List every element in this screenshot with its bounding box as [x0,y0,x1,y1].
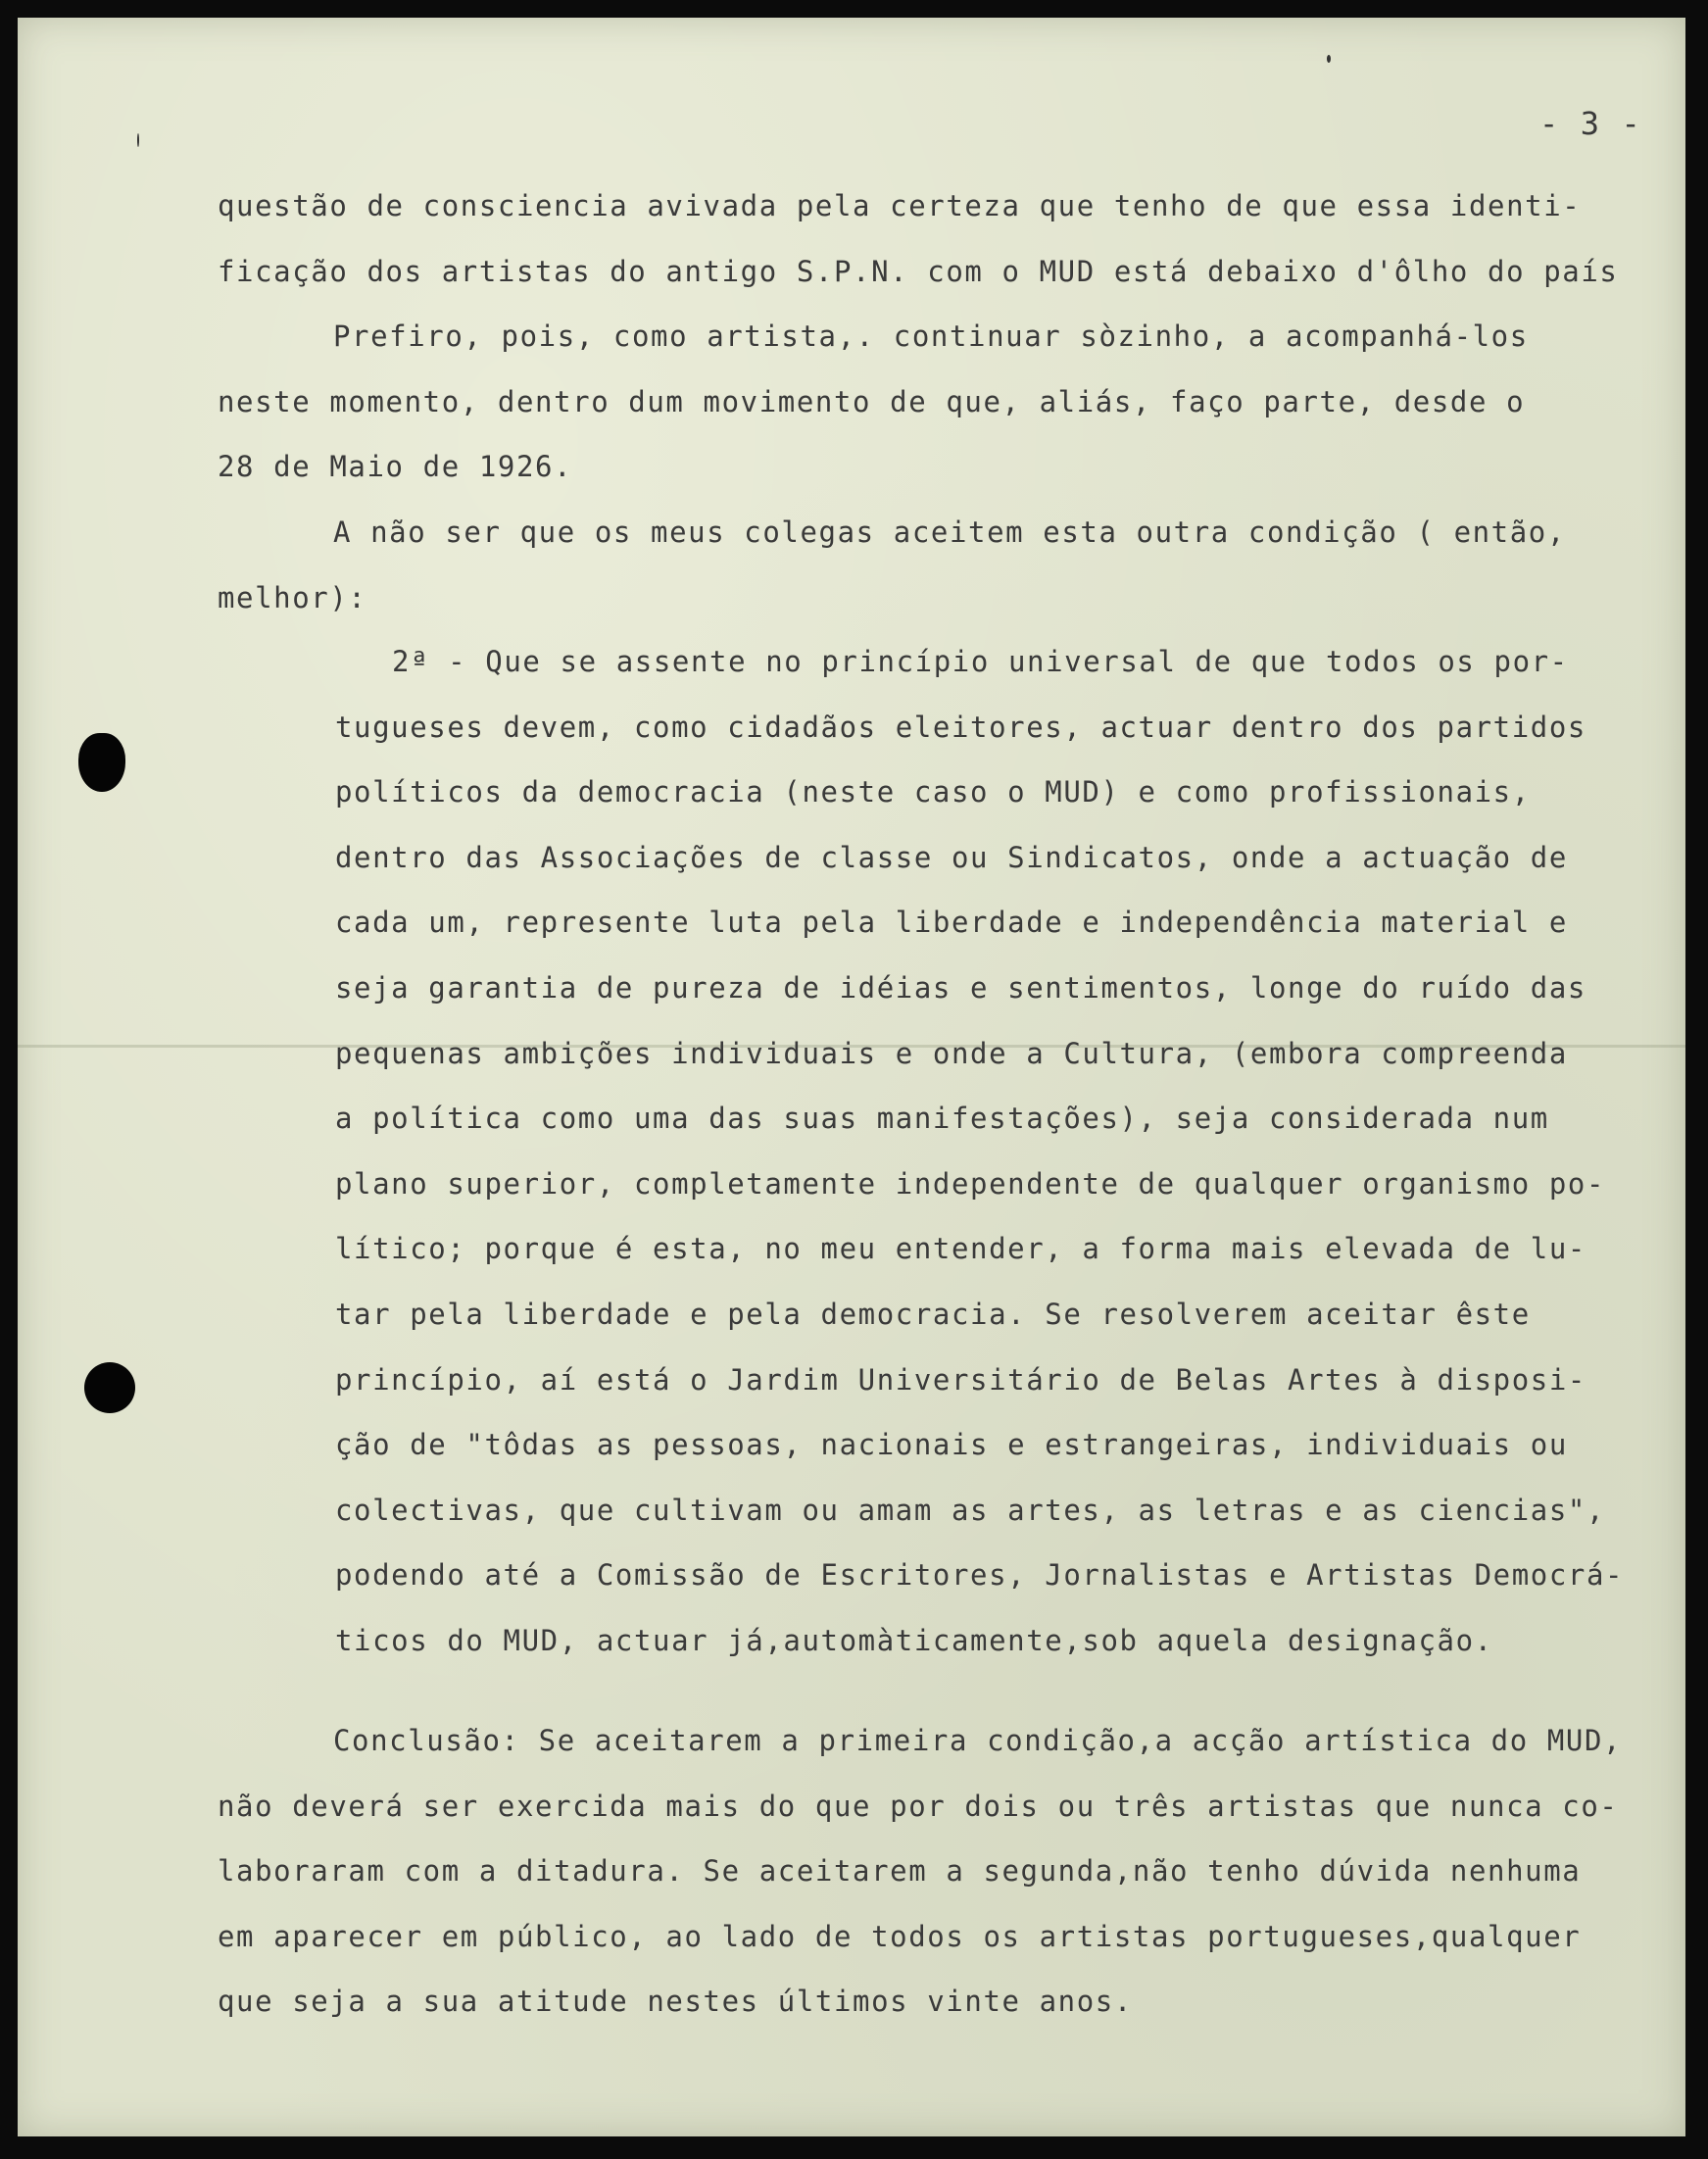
text-line: Conclusão: Se aceitarem a primeira condição,a acção artística do MUD, [333,1724,1623,1757]
text-line: em aparecer em público, ao lado de todos os artistas portugueses,qualquer [218,1919,1582,1953]
text-line: colectivas, que cultivam ou amam as artes, as letras e as ciencias", [335,1493,1606,1527]
text-line: lítico; porque é esta, no meu entender, a forma mais elevada de lu- [335,1232,1586,1266]
paragraph-condition-intro [218,515,1566,649]
text-line: ticos do MUD, actuar já,automàticamente,sob aquela designação. [335,1623,1493,1657]
text-line: a política como uma das suas manifestações), seja considerada num [335,1102,1549,1136]
text-line: cada um, represente luta pela liberdade e independência material e [335,906,1568,940]
text-line: A não ser que os meus colegas aceitem esta outra condição ( então, [333,515,1566,549]
text-line: melhor): [218,580,367,614]
text-line: que seja a sua atitude nestes últimos vinte anos. [218,1985,1133,2018]
text-line: ção de "tôdas as pessoas, nacionais e estrangeiras, individuais ou [335,1428,1568,1462]
text-line: políticos da democracia (neste caso o MUD) e como profissionais, [335,775,1531,810]
text-line: neste momento, dentro dum movimento de que, aliás, faço parte, desde o [218,384,1526,418]
text-line: plano superior, completamente independente de qualquer organismo po- [335,1166,1606,1201]
text-line: 28 de Maio de 1926. [218,450,573,483]
second-condition-block [335,645,1625,1693]
text-line: questão de consciencia avivada pela certeza que tenho de que essa identi- [218,189,1582,222]
text-line: pequenas ambições individuais e onde a Cultura, (embora compreenda [335,1036,1568,1070]
punch-hole [84,1362,135,1413]
text-line: princípio, aí está o Jardim Universitário de Belas Artes à disposi- [335,1362,1586,1397]
paragraph-preference [218,319,1529,518]
text-line: não deverá ser exercida mais do que por dois ou três artistas que nunca co- [218,1789,1619,1823]
text-line: laboraram com a ditadura. Se aceitarem a segunda,não tenho dúvida nenhuma [218,1854,1582,1888]
page-number: - 3 - [1539,105,1642,142]
text-line: Prefiro, pois, como artista,. continuar sòzinho, a acompanhá-los [333,319,1529,353]
text-line: tar pela liberdade e pela democracia. Se resolverem aceitar êste [335,1297,1531,1331]
text-line: dentro das Associações de classe ou Sindicatos, onde a actuação de [335,840,1568,874]
ink-speck [1327,55,1331,63]
ink-speck [137,133,139,147]
text-line: podendo até a Comissão de Escritores, Jornalistas e Artistas Democrá- [335,1558,1625,1593]
text-line: 2ª - Que se assente no princípio universal de que todos os por- [392,645,1569,678]
punch-hole [78,733,125,792]
text-line: ficação dos artistas do antigo S.P.N. com o MUD está debaixo d'ôlho do país [218,254,1619,288]
paragraph-continuation [218,189,1619,322]
conclusion-paragraph [218,1724,1623,2053]
text-line: tugueses devem, como cidadãos eleitores, actuar dentro dos partidos [335,710,1586,744]
text-line: seja garantia de pureza de idéias e sentimentos, longe do ruído das [335,970,1586,1005]
